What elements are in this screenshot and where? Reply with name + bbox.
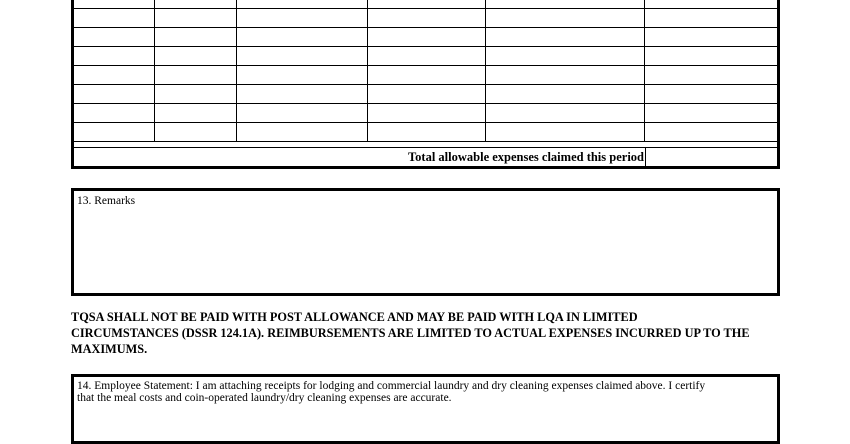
expense-cell[interactable]	[154, 0, 236, 9]
expense-cell[interactable]	[236, 123, 367, 142]
expense-cell[interactable]	[367, 28, 485, 47]
expense-cell[interactable]	[74, 66, 154, 85]
expense-row	[74, 104, 777, 123]
expense-cell[interactable]	[644, 0, 777, 9]
expense-cell[interactable]	[74, 104, 154, 123]
expense-cell[interactable]	[74, 47, 154, 66]
expense-cell[interactable]	[154, 104, 236, 123]
expense-cell[interactable]	[154, 28, 236, 47]
expense-row	[74, 9, 777, 28]
expense-grid	[74, 0, 777, 142]
expense-cell[interactable]	[485, 47, 644, 66]
expense-cell[interactable]	[74, 28, 154, 47]
expense-cell[interactable]	[367, 66, 485, 85]
expense-cell[interactable]	[367, 85, 485, 104]
expense-cell[interactable]	[236, 9, 367, 28]
total-expenses-field[interactable]	[645, 148, 777, 166]
expense-cell[interactable]	[236, 104, 367, 123]
expense-cell[interactable]	[154, 9, 236, 28]
expense-cell[interactable]	[154, 47, 236, 66]
expense-row	[74, 85, 777, 104]
expense-cell[interactable]	[644, 66, 777, 85]
employee-statement-box	[71, 374, 780, 444]
expense-cell[interactable]	[485, 28, 644, 47]
expense-cell[interactable]	[485, 0, 644, 9]
expense-cell[interactable]	[236, 0, 367, 9]
total-row	[74, 147, 777, 166]
expense-cell[interactable]	[367, 47, 485, 66]
expense-cell[interactable]	[644, 28, 777, 47]
tqsa-notice	[71, 309, 791, 357]
expense-cell[interactable]	[367, 9, 485, 28]
expense-cell[interactable]	[74, 0, 154, 9]
remarks-box[interactable]	[71, 188, 780, 296]
notice-line: TQSA SHALL NOT BE PAID WITH POST ALLOWANCE AND MAY BE PAID WITH LQA IN LIMITED	[71, 310, 638, 324]
expense-row	[74, 66, 777, 85]
expense-cell[interactable]	[367, 0, 485, 9]
expense-cell[interactable]	[485, 104, 644, 123]
expense-cell[interactable]	[485, 9, 644, 28]
expense-cell[interactable]	[644, 104, 777, 123]
expense-row	[74, 123, 777, 142]
expense-cell[interactable]	[154, 66, 236, 85]
expense-table	[71, 0, 780, 169]
expense-cell[interactable]	[154, 85, 236, 104]
expense-cell[interactable]	[367, 104, 485, 123]
statement-line: that the meal costs and coin-operated laundry/dry cleaning expenses are accurate.	[77, 392, 452, 404]
statement-line: 14. Employee Statement: I am attaching receipts for lodging and commercial laundry and dry cleaning expenses claimed above. I certify	[77, 380, 706, 392]
expense-cell[interactable]	[74, 85, 154, 104]
notice-line: MAXIMUMS.	[71, 342, 148, 356]
expense-cell[interactable]	[74, 123, 154, 142]
expense-cell[interactable]	[236, 85, 367, 104]
total-expenses-label: Total allowable expenses claimed this period	[407, 150, 644, 164]
expense-cell[interactable]	[485, 66, 644, 85]
expense-cell[interactable]	[236, 47, 367, 66]
expense-cell[interactable]	[236, 28, 367, 47]
expense-cell[interactable]	[74, 9, 154, 28]
remarks-label: 13. Remarks	[77, 195, 136, 207]
expense-cell[interactable]	[644, 9, 777, 28]
expense-cell[interactable]	[644, 85, 777, 104]
expense-row	[74, 47, 777, 66]
expense-row	[74, 0, 777, 9]
expense-cell[interactable]	[236, 66, 367, 85]
expense-cell[interactable]	[485, 85, 644, 104]
expense-cell[interactable]	[485, 123, 644, 142]
expense-cell[interactable]	[644, 47, 777, 66]
expense-cell[interactable]	[644, 123, 777, 142]
expense-cell[interactable]	[154, 123, 236, 142]
expense-row	[74, 28, 777, 47]
expense-cell[interactable]	[367, 123, 485, 142]
notice-line: CIRCUMSTANCES (DSSR 124.1A). REIMBURSEMENTS ARE LIMITED TO ACTUAL EXPENSES INCURRED UP TO THE	[71, 326, 750, 340]
employee-statement-text	[77, 380, 705, 404]
